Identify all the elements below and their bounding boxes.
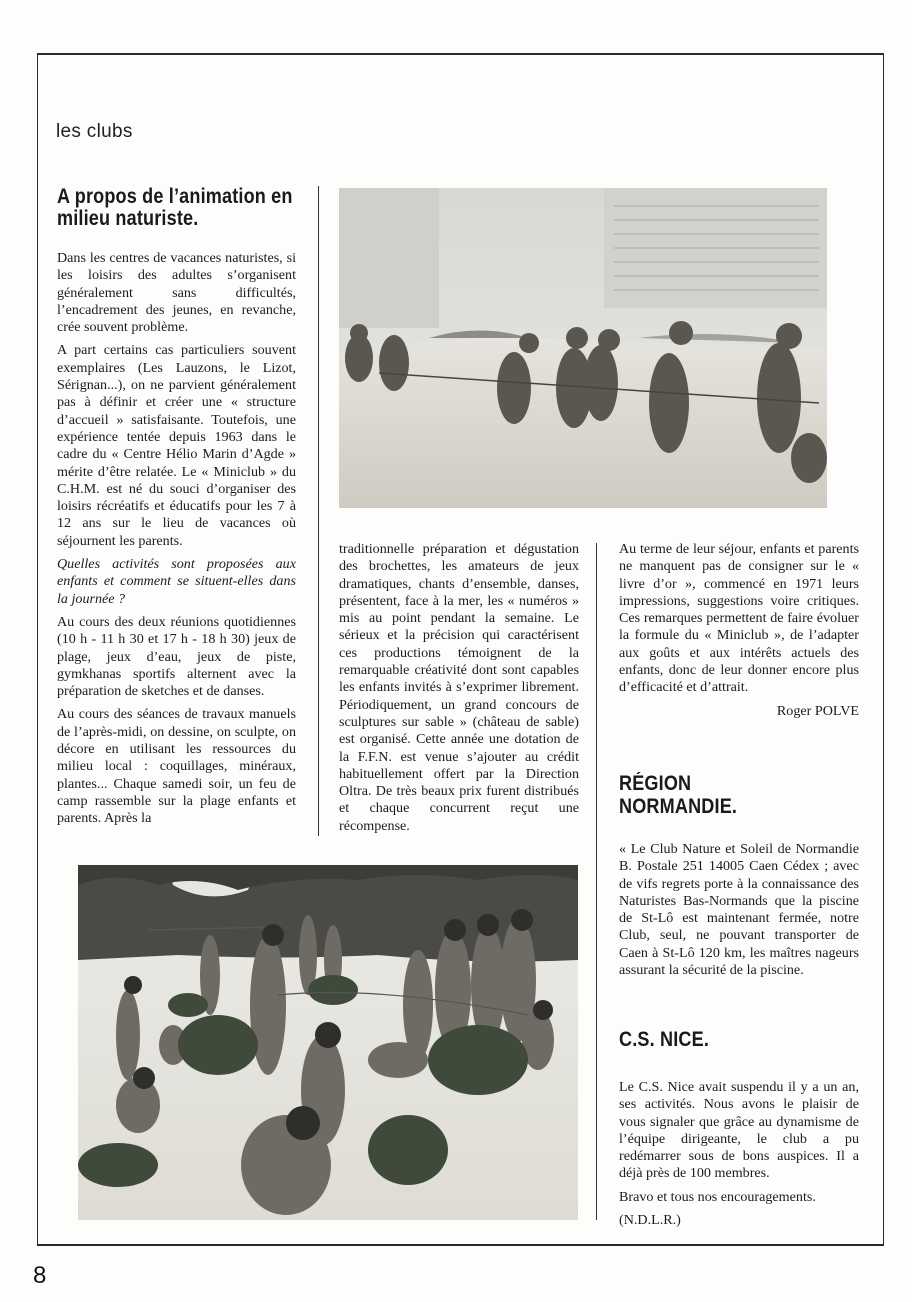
- photo-illustration: [78, 865, 578, 1220]
- paragraph: Au terme de leur séjour, enfants et parents ne manquent pas de consigner sur le « livre d’or », commencé en 1971 leurs impressions, suggestions voire critiques. Ces remarques permettent de faire évoluer la formule du « Miniclub », de l’adapter aux goûts et aux intérêts actuels des enfants, donc de leur donner encore plus d’efficacité et d’attrait.: [619, 541, 859, 696]
- photo-illustration: [339, 188, 827, 508]
- question-paragraph: Quelles activités sont proposées aux enfants et comment se situent-elles dans la journée ?: [57, 556, 296, 607]
- headline-line-2: NORMANDIE.: [619, 795, 738, 818]
- paragraph: Dans les centres de vacances naturistes, si les loisirs des adultes s’organisent généralement sans difficultés, l’encadrement des jeunes, en revanche, crée souvent problème.: [57, 250, 296, 336]
- nice-headline: [619, 1028, 724, 1051]
- paragraph: « Le Club Nature et Soleil de Normandie B. Postale 251 14005 Caen Cédex ; avec de vifs regrets porte à la connaissance des Naturistes Bas-Normands que la piscine de St-Lô est maintenant fermée, notre Club, seul, ne pouvant transporter de Caen à St-Lô 120 km, les maîtres nageurs assurant la sécurité de la piscine.: [619, 841, 859, 979]
- headline-line-1: A propos de l’animation en: [57, 185, 293, 208]
- normandie-body: [619, 841, 859, 985]
- closing-paragraph: Bravo et tous nos encouragements.: [619, 1188, 816, 1205]
- paragraph: traditionnelle préparation et dégustation des brochettes, les amateurs de jeux dramatiques, chants d’ensemble, danses, présentent, face à la mer, les « numéros » mis au point pendant la semaine. Le sérieux et la précision qui caractérisent ces productions témoignent de la remarquable créativité dont sont capables les enfants invités à s’exprimer librement. Périodiquement, un grand concours de sculptures sur sable » (château de sable) est organisé. Cette année une dotation de la F.F.N. est venue s’ajouter au crédit habituellement offert par la Direction Oltra. De très beaux prix furent distribués et chaque concurrent reçut une récompense.: [339, 541, 579, 834]
- main-article-headline: [57, 186, 331, 230]
- main-article-column-1: [57, 250, 296, 834]
- beach-tug-of-war-photo: [339, 188, 827, 508]
- author-signature: Roger POLVE: [776, 702, 859, 719]
- paragraph: Au cours des séances de travaux manuels de l’après-midi, on dessine, on sculpte, on décore en utilisant les ressources du milieu local : coquillages, minéraux, plantes... Chaque samedi soir, un feu de camp rassemble sur la plage enfants et parents. Après la: [57, 706, 296, 827]
- paragraph: A part certains cas particuliers souvent exemplaires (Les Lauzons, le Lizot, Sérignan...), on ne parvient généralement pas à définir et créer une « structure d’accueil » satisfaisante. Toutefois, une expérience tentée depuis 1963 dans le cadre du « Centre Hélio Marin d’Agde » mérite d’être relatée. Le « Miniclub » du C.H.M. est né du souci d’organiser des loisirs récréatifs et éducatifs pour les 7 à 12 ans sur le lieu de vacances où séjournent les parents.: [57, 342, 296, 549]
- main-article-column-3: [619, 541, 859, 726]
- headline-line-2: milieu naturiste.: [57, 207, 199, 230]
- headline: C.S. NICE.: [619, 1028, 710, 1051]
- normandie-headline: [619, 772, 756, 818]
- main-article-column-2: [339, 541, 579, 841]
- section-label: les clubs: [56, 121, 133, 142]
- nice-body: [619, 1079, 859, 1235]
- editor-credit: (N.D.L.R.): [619, 1212, 681, 1229]
- column-rule: [318, 186, 319, 836]
- paragraph: Au cours des deux réunions quotidiennes (10 h - 11 h 30 et 17 h - 18 h 30) jeux de plage, jeux d’eau, jeux de piste, gymkhanas sportifs alternent avec la préparation de sketches et de danses.: [57, 613, 296, 700]
- sand-sculpture-contest-photo: [78, 865, 578, 1220]
- column-rule: [596, 543, 597, 1220]
- paragraph: Le C.S. Nice avait suspendu il y a un an, ses activités. Nous avons le plaisir de vous signaler que grâce au dynamisme de l’équipe dirigeante, le club a pu redémarrer sous de bons auspices. Il a déjà près de 100 membres.: [619, 1079, 859, 1182]
- headline-line-1: RÉGION: [619, 772, 692, 795]
- page-number: 8: [33, 1262, 47, 1289]
